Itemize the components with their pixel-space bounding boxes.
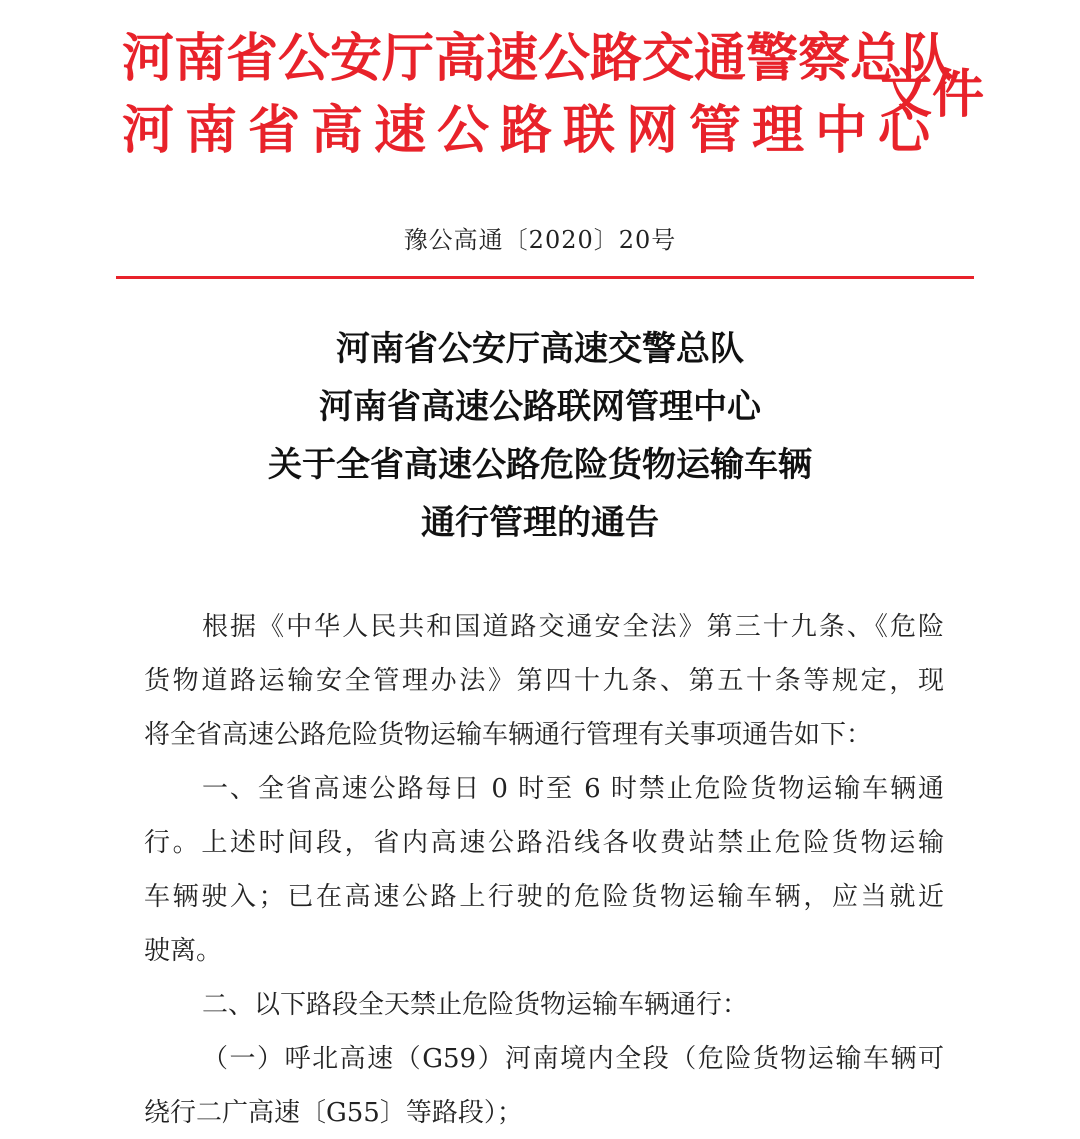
title-line: 关于全省高速公路危险货物运输车辆 bbox=[268, 445, 812, 485]
red-divider bbox=[116, 276, 974, 279]
notice-body bbox=[144, 600, 944, 1139]
item-2-paragraph bbox=[144, 978, 944, 1032]
body-line: （一）呼北高速（G59）河南境内全段（危险货物运输车辆可 bbox=[202, 1044, 944, 1074]
item-2-1-paragraph bbox=[144, 1032, 944, 1139]
issuing-org-2: 河南省高速公路联网管理中心 bbox=[122, 100, 942, 161]
body-line: 货物道路运输安全管理办法》第四十九条、第五十条等规定，现 bbox=[144, 666, 944, 696]
body-line: 车辆驶入；已在高速公路上行驶的危险货物运输车辆，应当就近 bbox=[144, 882, 944, 912]
body-line: 将全省高速公路危险货物运输车辆通行管理有关事项通告如下： bbox=[144, 720, 873, 750]
body-line: 绕行二广高速〔G55〕等路段）； bbox=[144, 1098, 523, 1128]
body-line: 行。上述时间段，省内高速公路沿线各收费站禁止危险货物运输 bbox=[144, 828, 944, 858]
title-line: 通行管理的通告 bbox=[421, 503, 659, 543]
body-line: 根据《中华人民共和国道路交通安全法》第三十九条、《危险 bbox=[202, 612, 944, 642]
document-type-label: 文件 bbox=[880, 64, 985, 125]
title-line: 河南省高速公路联网管理中心 bbox=[319, 387, 761, 427]
document-number: 豫公高通〔2020〕20号 bbox=[403, 226, 677, 254]
title-line: 河南省公安厅高速交警总队 bbox=[336, 329, 744, 369]
body-line: 一、全省高速公路每日 0 时至 6 时禁止危险货物运输车辆通 bbox=[202, 774, 944, 804]
body-line: 驶离。 bbox=[144, 936, 223, 966]
issuing-org-1: 河南省公安厅高速公路交通警察总队 bbox=[122, 28, 955, 89]
body-line: 二、以下路段全天禁止危险货物运输车辆通行： bbox=[202, 990, 749, 1020]
preamble-paragraph bbox=[144, 600, 944, 762]
item-1-paragraph bbox=[144, 762, 944, 978]
document-header bbox=[0, 0, 1080, 290]
notice-title bbox=[0, 320, 1080, 552]
